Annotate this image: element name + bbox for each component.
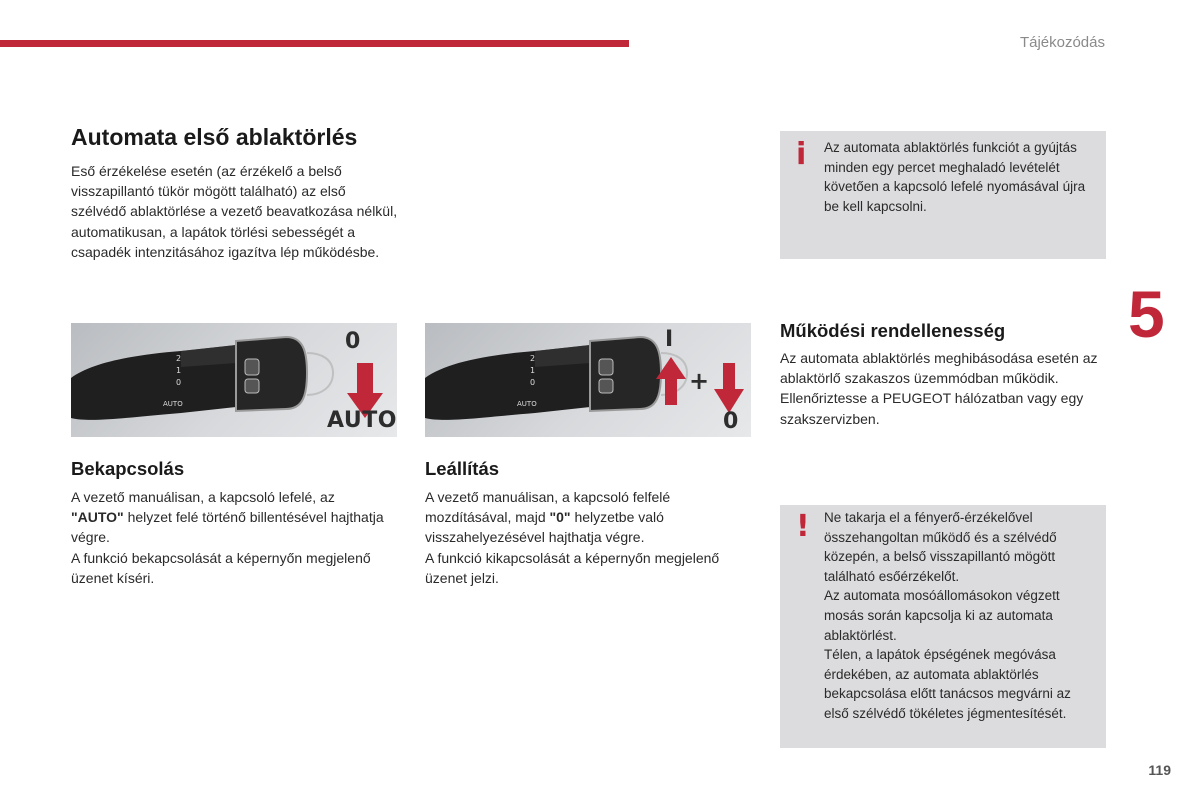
svg-text:2: 2	[176, 354, 182, 363]
section-heading-malfunction: Működési rendellenesség	[780, 320, 1006, 341]
svg-text:0: 0	[530, 378, 536, 387]
section-heading-switch-on: Bekapcsolás	[71, 458, 185, 479]
stalk-figure-auto-off	[425, 323, 751, 437]
position-zero-label: 0	[723, 409, 739, 434]
svg-text:AUTO: AUTO	[517, 400, 537, 408]
malfunction-text: Az automata ablaktörlés meghibásodása esetén az ablaktörlő szakaszos üzemmódban működik. Ellenőriztesse a PEUGEOT hálózatban vagy egy szakszervizben.	[780, 350, 1098, 427]
svg-text:0: 0	[176, 378, 182, 387]
position-auto-label: AUTO	[327, 408, 397, 433]
svg-text:AUTO: AUTO	[163, 400, 183, 408]
info-box-text: Az automata ablaktörlés funkciót a gyújtás minden egy percet meghaladó levételét követően a kapcsoló lefelé nyomásával újra be kell kapcsolni.	[824, 140, 1086, 214]
section-title: Tájékozódás	[1019, 34, 1105, 51]
page-title: Automata első ablaktörlés	[71, 124, 358, 150]
chapter-number: 5	[1128, 277, 1165, 351]
plus-symbol: +	[689, 367, 710, 395]
section-heading-switch-off: Leállítás	[425, 458, 500, 479]
warning-box-text: Ne takarja el a fényerő-érzékelővel összehangoltan működő és a szélvédő közepén, a belső visszapillantó mögött található esőérzékelőt. Az automata mosóállomásokon végzett mosás során kapcsolja ki az automata ablaktörlést. Télen, a lapátok épségének megóvása érdekében, az automata ablaktörlés bekapcsolása előtt tanácsos megvárni az első szélvédő tökéletes jégmentesítését.	[824, 510, 1071, 721]
page-number: 119	[1148, 762, 1171, 778]
svg-text:1: 1	[530, 366, 536, 375]
position-zero-label: 0	[345, 329, 361, 354]
stalk-figure-auto-on	[71, 323, 397, 437]
position-one-label: I	[665, 327, 674, 352]
intro-text: Eső érzékelése esetén (az érzékelő a belső visszapillantó tükör mögött található) az első szélvédő ablaktörlése a vezető beavatkozása nélkül, automatikusan, a lapátok törlési sebességét a csapadék intenzitásához igazítva lép működésbe.	[71, 163, 398, 260]
header-accent-bar	[0, 40, 629, 47]
warning-box	[780, 505, 1106, 748]
arrow-down-icon	[714, 363, 744, 413]
info-icon: i	[796, 137, 807, 172]
switch-on-text: A vezető manuálisan, a kapcsoló lefelé, az "AUTO" helyzet felé történő billentésével hajthatja végre. A funkció bekapcsolását a képernyőn megjelenő üzenet kíséri.	[71, 489, 384, 586]
info-box	[780, 131, 1106, 259]
svg-text:2: 2	[530, 354, 536, 363]
svg-text:1: 1	[176, 366, 182, 375]
warning-icon: !	[796, 509, 810, 544]
switch-off-text: A vezető manuálisan, a kapcsoló felfelé mozdításával, majd "0" helyzetbe való visszahelyezésével hajthatja végre. A funkció kikapcsolását a képernyőn megjelenő üzenet jelzi.	[425, 489, 720, 586]
